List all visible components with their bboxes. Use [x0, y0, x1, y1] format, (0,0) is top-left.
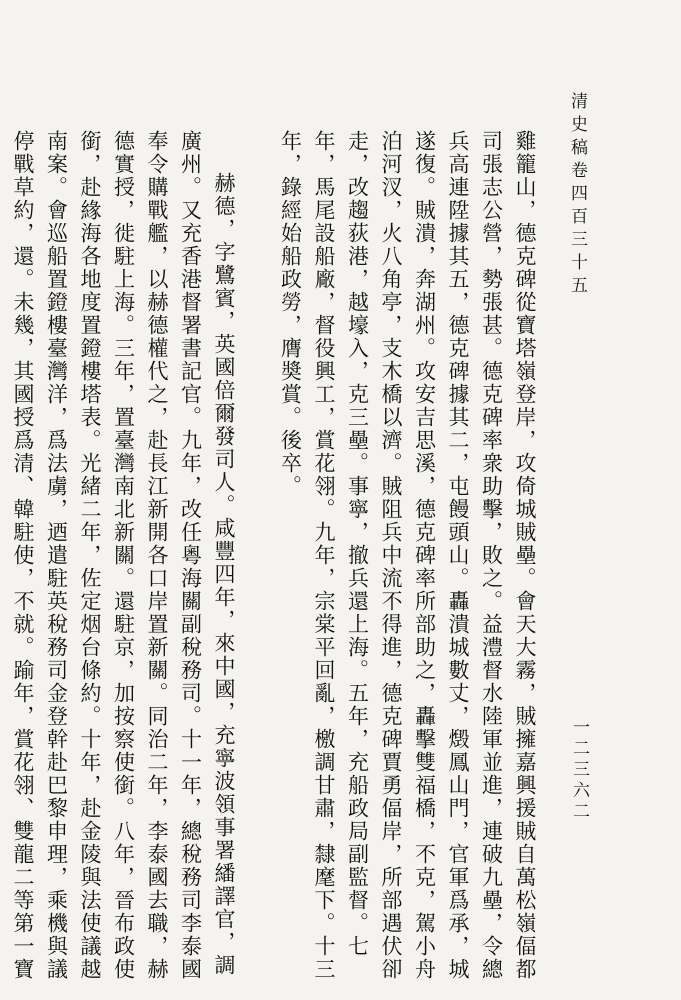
- running-head: 清史稿卷四百三十五: [567, 92, 587, 299]
- main-text: [11, 130, 541, 988]
- paragraph-robert-hart: 赫德，字鷺賓，英國倍爾發司人。咸豐四年，來中國，充寧波領事署繙譯官，調廣州。又充香港督署書記官。九年，改任粵海關副稅務司。十一年，總稅務司李泰國奉令購戰艦，以赫德權代之，赴長江新開各口岸置新關。同治二年，李泰國去職，赫德實授，徙駐上海。三年，置臺灣南北新關。還駐京，加按察使銜。八年，晉布政使銜，赴緣海各地度置鐙樓塔表。光緒二年，佐定烟台條約。十年，赴金陵與法使議越南案。會巡船置鐙樓臺灣洋，爲法虜，迺遣駐英稅務司金登幹赴巴黎申理，乘機與議停戰草約，還。未幾，其國授爲清、韓駐使，不就。踰年，賞花翎、雙龍二等第一寶: [11, 130, 236, 981]
- paragraph-de-ke-bei: 雞籠山，德克碑從寶塔嶺登岸，攻倚城賊壘。會天大霧，賊擁嘉興援賊自萬松嶺偪都司張志公營，勢張甚。德克碑率衆助擊，敗之。益澧督水陸軍並進，連破九壘，令總兵高連陞據其五，德克碑據其二，屯饅頭山。轟潰城數丈，燬鳳山門，官軍爲承，城遂復。賊潰，奔湖州。攻安吉思溪，德克碑率所部助之，轟擊雙福橋，不克，駕小舟泊河汊，火八角亭，支木橋以濟。賊阻兵中流不得進，德克碑賈勇偪岸，所部遇伏卻走，改趨荻港，越壕入，克三壘。事寧，撤兵還上海。五年，充船政局副監督。七年，馬尾設船廠，督役興工，賞花翎。九年，宗棠平回亂，檄調甘肅，隸麾下。十三年，錄經始船政勞，膺奬賞。後卒。: [278, 130, 537, 981]
- page-number: 一二三六二: [569, 718, 589, 823]
